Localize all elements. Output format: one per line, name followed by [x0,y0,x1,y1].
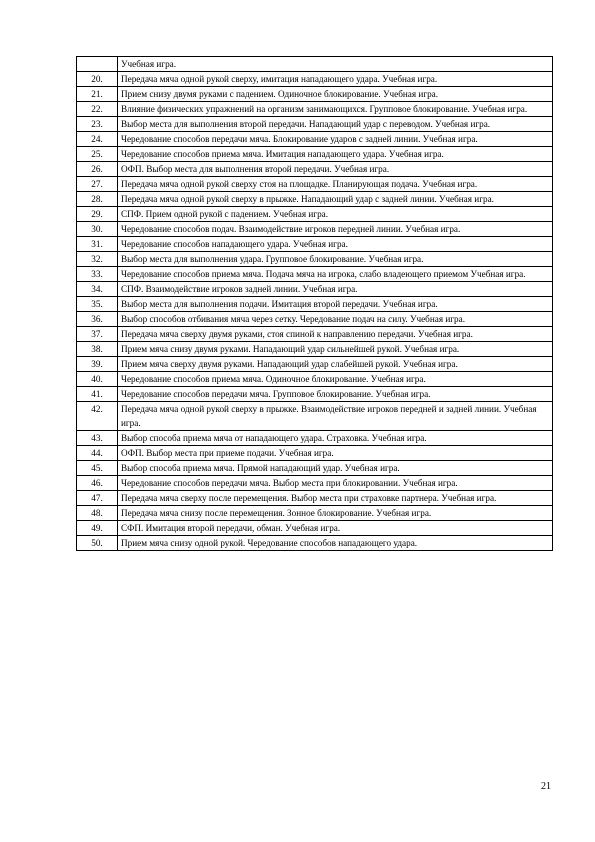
lesson-number-cell: 35. [77,297,118,312]
lesson-topic-cell: Чередование способов приема мяча. Подача мяча на игрока, слабо владеющего приемом Учебная игра. [118,267,553,282]
lesson-number-cell [77,57,118,72]
table-row [77,536,553,551]
lesson-topic-cell: Передача мяча одной рукой сверху в прыжке. Взаимодействие игроков передней и задней линии. Учебная игра. [118,402,553,431]
table-row [77,446,553,461]
table-row [77,132,553,147]
table-row [77,207,553,222]
table-row [77,282,553,297]
lesson-topic-cell: Учебная игра. [118,57,553,72]
table-row [77,252,553,267]
table-row [77,342,553,357]
page-number: 21 [541,781,551,792]
lesson-topic-cell: Влияние физических упражнений на организм занимающихся. Групповое блокирование. Учебная игра. [118,102,553,117]
lesson-number-cell: 33. [77,267,118,282]
lesson-number-cell: 47. [77,491,118,506]
lesson-number-cell: 27. [77,177,118,192]
lesson-topic-cell: Выбор способов отбивания мяча через сетку. Чередование подач на силу. Учебная игра. [118,312,553,327]
lesson-topic-cell: Прием мяча снизу одной рукой. Чередование способов нападающего удара. [118,536,553,551]
lesson-number-cell: 36. [77,312,118,327]
lesson-topic-cell: Чередование способов нападающего удара. Учебная игра. [118,237,553,252]
lesson-topic-cell: СПФ. Взаимодействие игроков задней линии. Учебная игра. [118,282,553,297]
lesson-number-cell: 45. [77,461,118,476]
lesson-topic-cell: Выбор места для выполнения второй передачи. Нападающий удар с переводом. Учебная игра. [118,117,553,132]
table-row [77,312,553,327]
table-body [77,57,553,551]
lesson-number-cell: 23. [77,117,118,132]
lesson-number-cell: 31. [77,237,118,252]
table-row [77,402,553,431]
lesson-number-cell: 21. [77,87,118,102]
lesson-topic-cell: Выбор места для выполнения подачи. Имитация второй передачи. Учебная игра. [118,297,553,312]
lesson-topic-cell: Выбор способа приема мяча от нападающего удара. Страховка. Учебная игра. [118,431,553,446]
lesson-topic-cell: Выбор места для выполнения удара. Групповое блокирование. Учебная игра. [118,252,553,267]
lesson-number-cell: 37. [77,327,118,342]
table-row [77,521,553,536]
lesson-topic-cell: Прием снизу двумя руками с падением. Одиночное блокирование. Учебная игра. [118,87,553,102]
lesson-topic-cell: Чередование способов подач. Взаимодействие игроков передней линии. Учебная игра. [118,222,553,237]
lesson-topic-cell: СПФ. Прием одной рукой с падением. Учебная игра. [118,207,553,222]
lesson-number-cell: 26. [77,162,118,177]
lesson-topic-cell: ОФП. Выбор места для выполнения второй передачи. Учебная игра. [118,162,553,177]
table-row [77,491,553,506]
lesson-topic-cell: Чередование способов приема мяча. Имитация нападающего удара. Учебная игра. [118,147,553,162]
lesson-topic-cell: Прием мяча сверху двумя руками. Нападающий удар слабейшей рукой. Учебная игра. [118,357,553,372]
lesson-number-cell: 48. [77,506,118,521]
lesson-number-cell: 41. [77,387,118,402]
lesson-plan-table [76,56,553,551]
lesson-topic-cell: Чередование способов передачи мяча. Выбор места при блокировании. Учебная игра. [118,476,553,491]
table-row [77,87,553,102]
lesson-topic-cell: Передача мяча одной рукой сверху стоя на площадке. Планирующая подача. Учебная игра. [118,177,553,192]
lesson-number-cell: 20. [77,72,118,87]
lesson-topic-cell: Чередование способов передачи мяча. Блокирование ударов с задней линии. Учебная игра. [118,132,553,147]
table-row [77,297,553,312]
lesson-topic-cell: Передача мяча одной рукой сверху, имитация нападающего удара. Учебная игра. [118,72,553,87]
table-row [77,431,553,446]
lesson-topic-cell: Прием мяча снизу двумя руками. Нападающий удар сильнейшей рукой. Учебная игра. [118,342,553,357]
table-row [77,267,553,282]
table-row [77,72,553,87]
lesson-number-cell: 40. [77,372,118,387]
table-row [77,162,553,177]
lesson-topic-cell: ОФП. Выбор места при приеме подачи. Учебная игра. [118,446,553,461]
table-row [77,117,553,132]
table-row [77,506,553,521]
lesson-topic-cell: Чередование способов передачи мяча. Групповое блокирование. Учебная игра. [118,387,553,402]
lesson-topic-cell: Чередование способов приема мяча. Одиночное блокирование. Учебная игра. [118,372,553,387]
lesson-number-cell: 43. [77,431,118,446]
lesson-number-cell: 30. [77,222,118,237]
table-row [77,222,553,237]
lesson-topic-cell: Выбор способа приема мяча. Прямой нападающий удар. Учебная игра. [118,461,553,476]
lesson-topic-cell: Передача мяча сверху после перемещения. Выбор места при страховке партнера. Учебная игра. [118,491,553,506]
table-row [77,476,553,491]
lesson-topic-cell: СФП. Имитация второй передачи, обман. Учебная игра. [118,521,553,536]
lesson-number-cell: 44. [77,446,118,461]
lesson-number-cell: 38. [77,342,118,357]
table-row [77,177,553,192]
table-row [77,461,553,476]
lesson-number-cell: 46. [77,476,118,491]
lesson-topic-cell: Передача мяча сверху двумя руками, стоя спиной к направлению передачи. Учебная игра. [118,327,553,342]
lesson-number-cell: 28. [77,192,118,207]
table-row [77,387,553,402]
table-row [77,192,553,207]
table-row [77,372,553,387]
lesson-number-cell: 42. [77,402,118,431]
lesson-number-cell: 50. [77,536,118,551]
lesson-number-cell: 22. [77,102,118,117]
table-row [77,102,553,117]
table-row [77,237,553,252]
lesson-number-cell: 39. [77,357,118,372]
lesson-topic-cell: Передача мяча снизу после перемещения. Зонное блокирование. Учебная игра. [118,506,553,521]
table-row [77,357,553,372]
lesson-topic-cell: Передача мяча одной рукой сверху в прыжке. Нападающий удар с задней линии. Учебная игра. [118,192,553,207]
lesson-number-cell: 49. [77,521,118,536]
table-row [77,57,553,72]
lesson-number-cell: 25. [77,147,118,162]
lesson-number-cell: 29. [77,207,118,222]
table-row [77,327,553,342]
lesson-number-cell: 34. [77,282,118,297]
lesson-number-cell: 32. [77,252,118,267]
lesson-number-cell: 24. [77,132,118,147]
table-row [77,147,553,162]
